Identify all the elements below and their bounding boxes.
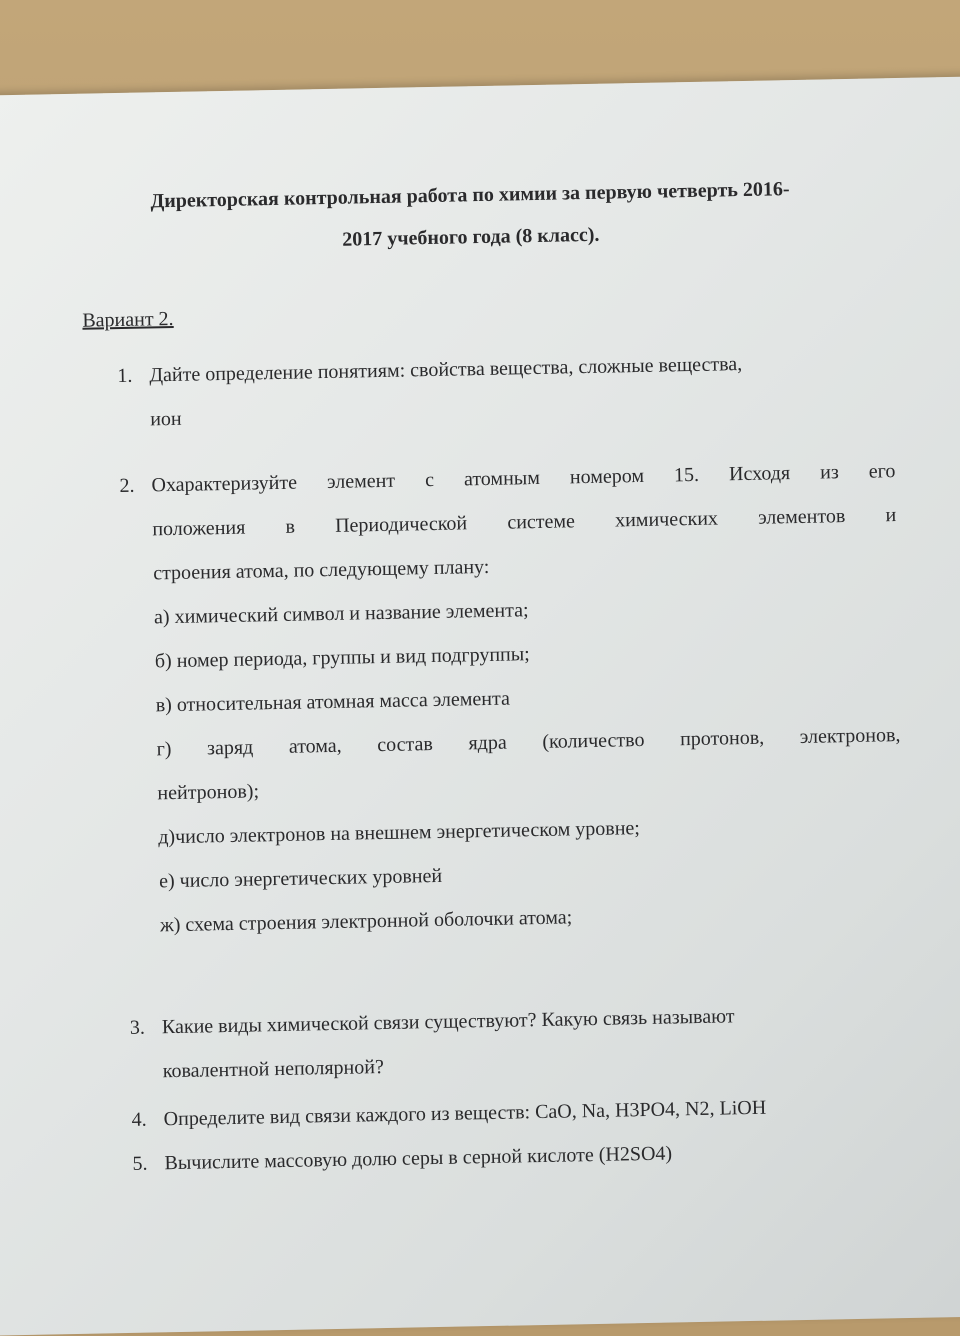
question-line: строения атома, по следующему плану: xyxy=(152,555,490,585)
question-line: положения в Периодической системе химических элементов и xyxy=(152,504,897,541)
plan-item-g: г) заряд атома, состав ядра (количество протонов, электронов, xyxy=(156,724,901,761)
question-number: 4. xyxy=(131,1108,147,1131)
question-line: Вычислите массовую долю серы в серной кислоте (H2SO4) xyxy=(164,1142,673,1175)
plan-item-g-cont: нейтронов); xyxy=(157,780,260,805)
plan-item-zh: ж) схема строения электронной оболочки атома; xyxy=(159,906,573,937)
question-line: Охарактеризуйте элемент с атомным номером 15. Исходя из его xyxy=(151,460,896,497)
plan-item-b: б) номер периода, группы и вид подгруппы; xyxy=(154,643,530,673)
question-line: Какие виды химической связи существуют? Какую связь называют xyxy=(161,1005,735,1039)
variant-heading: Вариант 2. xyxy=(82,307,174,332)
question-line: ион xyxy=(150,407,182,431)
plan-item-a: а) химический символ и название элемента; xyxy=(153,599,529,629)
plan-item-d: д)число электронов на внешнем энергетическом уровне; xyxy=(158,817,641,849)
plan-item-v: в) относительная атомная масса элемента xyxy=(155,687,511,717)
paper-sheet xyxy=(0,76,960,1335)
question-3 xyxy=(129,991,907,1094)
document-title xyxy=(90,167,851,266)
question-2 xyxy=(119,449,904,948)
plan-item-e: е) число энергетических уровней xyxy=(158,864,443,893)
document-content xyxy=(82,166,909,1186)
question-number: 1. xyxy=(117,364,133,388)
question-number: 2. xyxy=(119,474,135,498)
question-1 xyxy=(117,339,895,442)
question-line: Определите вид связи каждого из веществ: CaO, Na, H3PO4, N2, LiOH xyxy=(163,1096,767,1131)
question-number: 3. xyxy=(129,1016,146,1039)
title-line-1: Директорская контрольная работа по химии за первую четверть 2016- xyxy=(150,178,790,213)
title-line-2: 2017 учебного года (8 класс). xyxy=(342,223,600,251)
question-line: ковалентной неполярной? xyxy=(162,1056,385,1083)
question-number: 5. xyxy=(132,1152,148,1175)
question-line: Дайте определение понятиям: свойства вещества, сложные вещества, xyxy=(149,353,743,387)
